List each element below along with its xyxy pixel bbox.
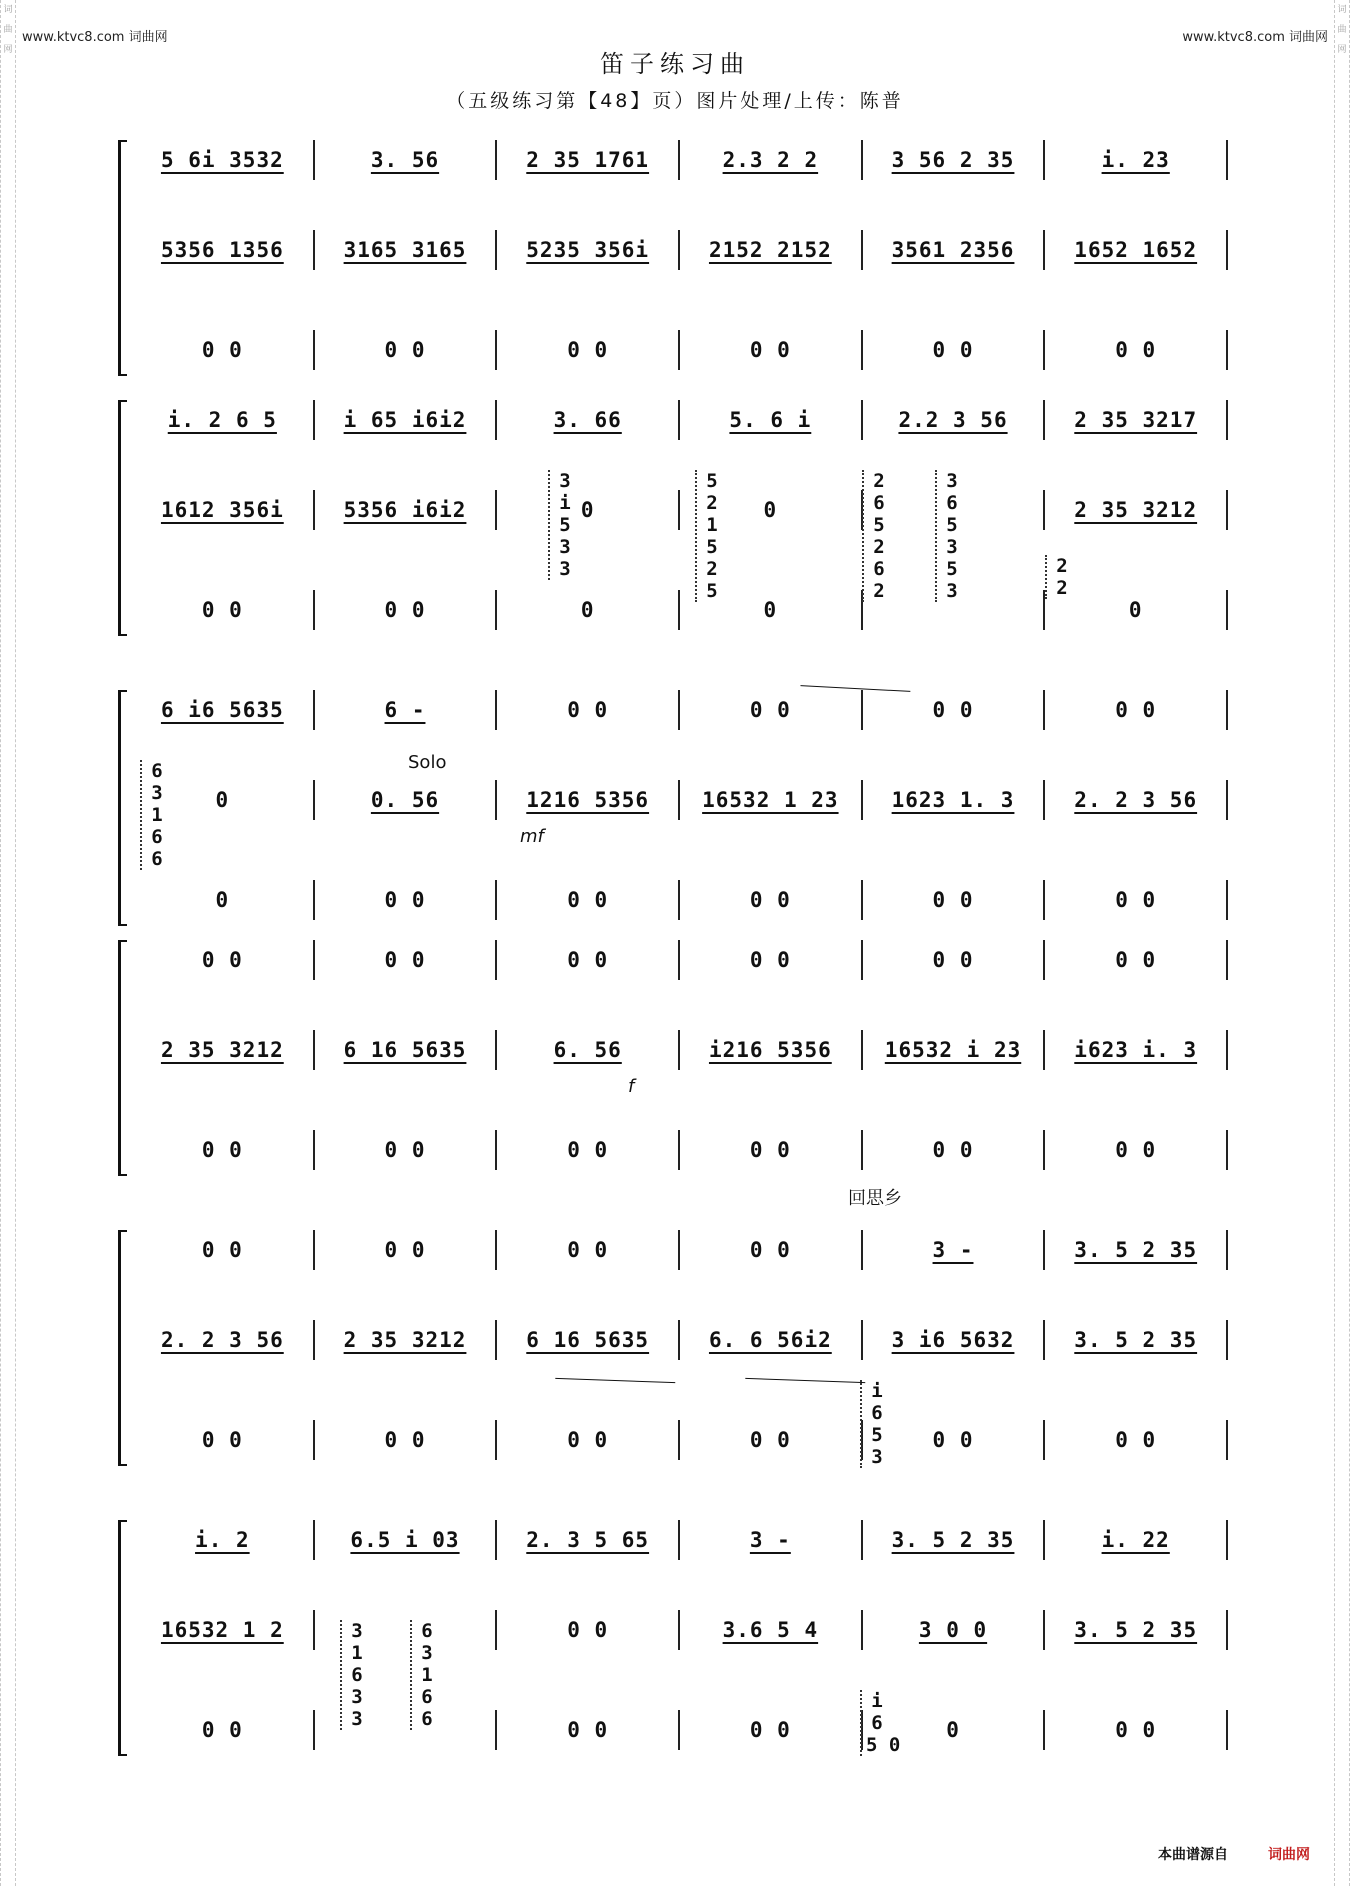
measure [863,880,1046,920]
measure [497,400,680,440]
accomp-lower-staff [132,1710,1228,1750]
measure-notes: 3. 5 2 35 [1074,1328,1198,1352]
measure-notes: 0 0 [567,1428,609,1452]
measure-notes: 0 0 [1115,1138,1157,1162]
measure [132,880,315,920]
measure-notes: i 65 i6i2 [343,408,467,432]
measure [1045,330,1228,370]
system-bracket [118,400,127,636]
watermark-top-right: www.ktvc8.com 词曲网 [1182,30,1328,45]
measure [315,1130,498,1170]
measure-notes: 0 0 [1115,1718,1157,1742]
measure-notes: 0 0 [384,598,426,622]
accomp-upper-staff [132,1320,1228,1360]
measure [315,690,498,730]
measure [680,1420,863,1460]
measure [1045,140,1228,180]
measure-notes: 3561 2356 [891,238,1015,262]
measure-notes: 0 0 [201,948,243,972]
measure-notes: 2.3 2 2 [722,148,819,172]
rolled-chord: 6 3 1 6 6 [140,760,168,870]
measure [315,230,498,270]
measure-notes: 0 0 [1115,1428,1157,1452]
measure [315,330,498,370]
measure-notes: 3. 5 2 35 [1074,1238,1198,1262]
measure [497,330,680,370]
measure [497,1030,680,1070]
measure-notes: 0 0 [567,698,609,722]
measure-notes: 0 0 [1115,948,1157,972]
measure [315,1520,498,1560]
measure-notes: 0 0 [384,948,426,972]
measure [497,490,680,530]
measure [497,1130,680,1170]
measure [680,1710,863,1750]
measure-notes: i623 i. 3 [1074,1038,1198,1062]
measure [315,1420,498,1460]
measure-notes: 0 0 [932,698,974,722]
measure [680,330,863,370]
measure-notes: 0 0 [201,598,243,622]
measure-notes: 3 - [932,1238,974,1262]
measure [863,1320,1046,1360]
measure-notes: 5. 6 i [729,408,812,432]
measure-notes: 0 0 [932,1428,974,1452]
measure [1045,490,1228,530]
measure-notes: i. 23 [1101,148,1170,172]
measure [680,1130,863,1170]
measure-notes: 0 [1128,598,1143,622]
measure [315,140,498,180]
measure-notes: 0 0 [384,1138,426,1162]
measure [315,880,498,920]
flute-staff [132,1520,1228,1560]
measure-notes: i. 2 6 5 [167,408,277,432]
measure [315,940,498,980]
footer [1158,1844,1310,1864]
measure [132,1320,315,1360]
measure [497,1230,680,1270]
measure-notes: 0 [763,598,778,622]
flute-staff [132,140,1228,180]
measure [497,140,680,180]
measure-notes: 6 16 5635 [526,1328,650,1352]
measure-notes: 3. 56 [370,148,440,172]
measure [680,1610,863,1650]
system-bracket [118,140,127,376]
measure [315,1230,498,1270]
measure-notes: i. 22 [1101,1528,1170,1552]
rolled-chord: 3 i 5 3 3 [548,470,576,580]
measure-notes: 0 0 [201,1428,243,1452]
measure-notes: 3165 3165 [343,238,467,262]
system-bracket [118,1230,127,1466]
measure [863,230,1046,270]
measure-notes: 3. 5 2 35 [891,1528,1015,1552]
measure-notes: 1623 1. 3 [891,788,1015,812]
measure [132,1420,315,1460]
measure-notes: 0 0 [567,1618,609,1642]
measure [1045,1520,1228,1560]
measure-notes: 0 0 [749,948,791,972]
measure [497,590,680,630]
measure-notes: 16532 i 23 [884,1038,1022,1062]
measure-notes: 6 - [384,698,426,722]
measure [680,880,863,920]
measure-notes: 0 0 [749,1718,791,1742]
measure-notes: 5356 1356 [160,238,284,262]
measure [132,1030,315,1070]
measure [680,1320,863,1360]
measure [315,490,498,530]
measure [132,490,315,530]
measure-notes: 0 0 [567,1238,609,1262]
measure-notes: 2 35 3217 [1074,408,1198,432]
score-system [118,400,1228,640]
rolled-chord: i 6 5 0 [860,1690,888,1756]
measure [1045,1610,1228,1650]
measure [863,940,1046,980]
measure-notes: 0 [215,888,230,912]
measure [680,780,863,820]
measure-notes: 0 0 [201,1718,243,1742]
measure-notes: 0 0 [749,1238,791,1262]
measure [497,230,680,270]
measure-notes: 2. 2 3 56 [160,1328,284,1352]
measure [680,1230,863,1270]
measure [1045,1130,1228,1170]
measure [497,690,680,730]
measure [497,1610,680,1650]
measure-notes: 16532 1 23 [702,788,839,812]
rolled-chord: 3 1 6 3 3 [340,1620,368,1730]
section-label: 回思乡 [848,1188,902,1209]
measure-notes: 0 0 [749,888,791,912]
accomp-lower-staff [132,330,1228,370]
measure [863,1130,1046,1170]
measure-notes: 6 16 5635 [343,1038,467,1062]
flute-staff [132,690,1228,730]
measure [132,1130,315,1170]
measure-notes: 0 0 [384,888,426,912]
measure [132,1230,315,1270]
measure-notes: 0 0 [749,698,791,722]
measure-notes: 16532 1 2 [160,1618,284,1642]
system-bracket [118,940,127,1176]
measure-notes: 6. 56 [553,1038,622,1062]
measure-notes: 2.2 3 56 [898,408,1008,432]
page-subtitle: （五级练习第【48】页）图片处理/上传：陈普 [446,90,904,112]
measure [863,400,1046,440]
measure-notes: 0 0 [384,338,426,362]
measure-notes: 0 0 [384,1428,426,1452]
measure-notes: 2. 3 5 65 [526,1528,650,1552]
accomp-lower-staff [132,1130,1228,1170]
measure [863,1520,1046,1560]
flute-staff [132,400,1228,440]
measure-notes: 1612 356i [160,498,284,522]
measure-notes: 3 i6 5632 [891,1328,1015,1352]
accomp-upper-staff [132,230,1228,270]
measure-notes: 6 i6 5635 [160,698,284,722]
accomp-upper-staff [132,1610,1228,1650]
side-watermark-text: 词曲网 [3,5,13,55]
score-system [118,1520,1228,1760]
measure [132,230,315,270]
measure [132,940,315,980]
measure [132,690,315,730]
measure-notes: 0 0 [1115,338,1157,362]
measure [132,330,315,370]
measure [863,1420,1046,1460]
rolled-chord: 2 2 [1045,555,1073,599]
measure [680,1030,863,1070]
measure [680,1520,863,1560]
measure-notes: 0 0 [567,1718,609,1742]
rolled-chord: i 6 5 3 [860,1380,888,1468]
measure-notes: 2 35 3212 [160,1038,284,1062]
measure [1045,1230,1228,1270]
measure-notes: 0 [763,498,778,522]
measure-notes: 3.6 5 4 [722,1618,819,1642]
side-watermark-text: 词曲网 [1337,5,1347,55]
measure [132,1710,315,1750]
measure-notes: 0 0 [932,338,974,362]
measure [680,400,863,440]
measure [680,140,863,180]
score-system [118,1230,1228,1470]
measure [132,1520,315,1560]
measure [863,1030,1046,1070]
measure [863,780,1046,820]
measure [1045,1420,1228,1460]
measure-notes: 2 35 3212 [1074,498,1198,522]
accomp-upper-staff [132,490,1228,530]
measure [315,1320,498,1360]
measure [1045,1320,1228,1360]
measure [497,1320,680,1360]
measure [1045,690,1228,730]
measure [1045,940,1228,980]
measure [315,400,498,440]
measure-notes: 3. 66 [553,408,622,432]
measure-notes: 0 0 [567,888,609,912]
score-system [118,140,1228,380]
measure-notes: 0 [215,788,230,812]
measure-notes: 3. 5 2 35 [1074,1618,1198,1642]
measure-notes: 0 [580,598,595,622]
rolled-chord: 2 6 5 2 6 2 [862,470,890,602]
flute-staff [132,1230,1228,1270]
measure-notes: 3 0 0 [918,1618,988,1642]
accomp-upper-staff [132,1030,1228,1070]
measure [1045,1710,1228,1750]
measure [497,1710,680,1750]
measure-notes: 0 0 [749,1428,791,1452]
measure-notes: 2 35 1761 [526,148,650,172]
rolled-chord: 5 2 1 5 2 5 [695,470,723,602]
f-dynamic: f [628,1076,635,1097]
measure-notes: 0 0 [749,1138,791,1162]
measure-notes: 0 [946,1718,960,1742]
flute-staff [132,940,1228,980]
measure-notes: 0 0 [932,948,974,972]
measure-notes: 6.5 i 03 [350,1528,460,1552]
measure [497,780,680,820]
measure-notes: 0 0 [1115,698,1157,722]
measure [497,880,680,920]
measure-notes: 6. 6 56i2 [708,1328,832,1352]
measure-notes: 0 0 [1115,888,1157,912]
measure-notes: 0 0 [567,1138,609,1162]
left-watermark-strip [0,0,16,1886]
accomp-lower-staff [132,880,1228,920]
rolled-chord: 6 3 1 6 6 [410,1620,438,1730]
measure [680,230,863,270]
accomp-lower-staff [132,1420,1228,1460]
measure-notes: 1652 1652 [1074,238,1198,262]
measure-notes: 0 0 [384,1238,426,1262]
measure [497,1420,680,1460]
measure-notes: 0 0 [201,338,243,362]
measure-notes: 0 0 [201,1138,243,1162]
right-watermark-strip [1334,0,1350,1886]
page-title: 笛子练习曲 [600,50,750,78]
measure [315,590,498,630]
measure-notes: 1216 5356 [526,788,650,812]
score-system [118,940,1228,1180]
measure-notes: 0 0 [567,338,609,362]
measure-notes: 5 6i 3532 [160,148,284,172]
measure [680,940,863,980]
measure [315,1030,498,1070]
mf-dynamic: mf [520,826,544,847]
measure-notes: 2152 2152 [708,238,832,262]
system-bracket [118,690,127,926]
measure-notes: 0 0 [932,888,974,912]
measure [132,1610,315,1650]
measure [863,140,1046,180]
watermark-top-left: www.ktvc8.com 词曲网 [22,30,168,45]
measure-notes: 0 0 [932,1138,974,1162]
measure [132,400,315,440]
measure [863,1610,1046,1650]
measure-notes: 5356 i6i2 [343,498,467,522]
footer-source: 本曲谱源自 [1158,1847,1228,1863]
measure [1045,780,1228,820]
measure [315,780,498,820]
measure-notes: 0 0 [567,948,609,972]
measure [863,330,1046,370]
measure-notes: 5235 356i [526,238,650,262]
measure [132,590,315,630]
measure [132,140,315,180]
measure [1045,400,1228,440]
measure [1045,230,1228,270]
accomp-upper-staff [132,780,1228,820]
measure-notes: 0. 56 [370,788,440,812]
measure [497,940,680,980]
measure [863,1230,1046,1270]
system-bracket [118,1520,127,1756]
measure-notes: i. 2 [195,1528,250,1552]
measure-notes: i216 5356 [708,1038,832,1062]
measure [497,1520,680,1560]
footer-brand: 词曲网 [1268,1847,1310,1863]
measure-notes: 0 [580,498,595,522]
measure-notes: 2. 2 3 56 [1074,788,1198,812]
measure-notes: 3 - [749,1528,791,1552]
solo-mark: Solo [408,752,447,773]
measure-notes: 2 35 3212 [343,1328,467,1352]
measure-notes: 0 0 [749,338,791,362]
score-system [118,690,1228,930]
measure [1045,880,1228,920]
rolled-chord: 3 6 5 3 5 3 [935,470,963,602]
measure-notes: 3 56 2 35 [891,148,1015,172]
measure-notes: 0 0 [201,1238,243,1262]
measure [1045,1030,1228,1070]
